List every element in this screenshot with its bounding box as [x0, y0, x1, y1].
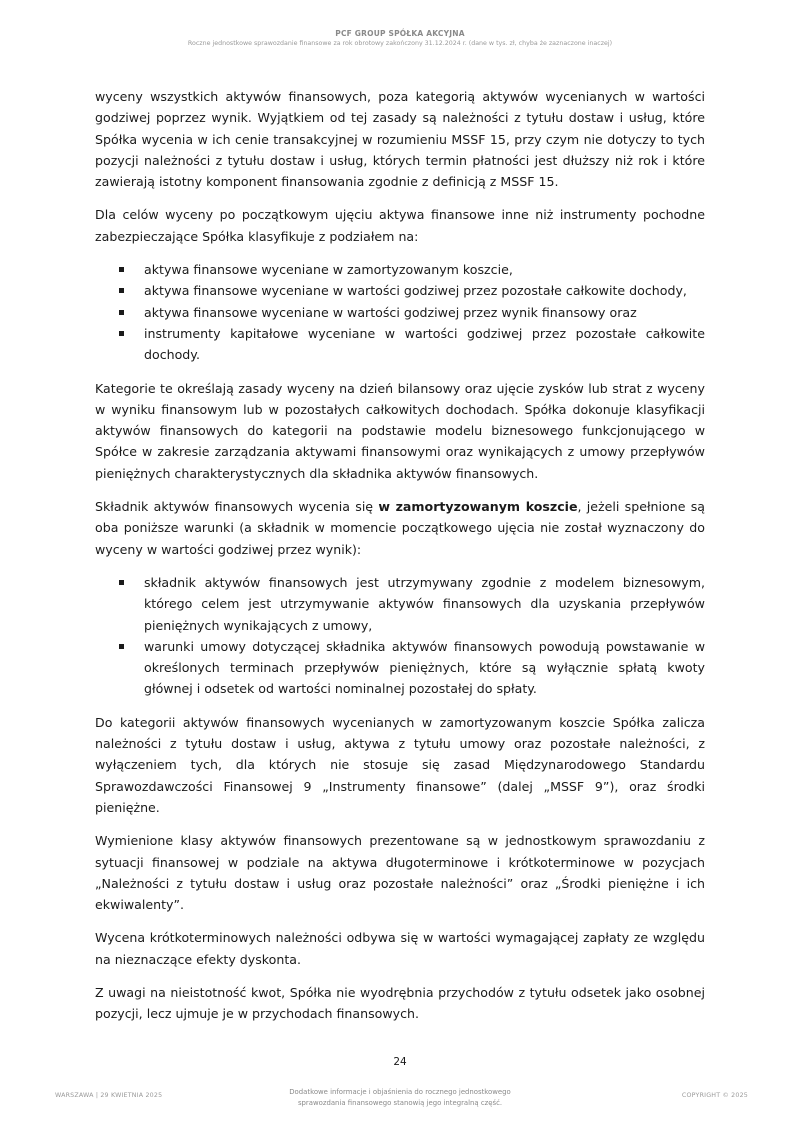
bullet-icon	[119, 331, 124, 336]
paragraph-1: wyceny wszystkich aktywów finansowych, poza kategorią aktywów wycenianych w wartości godziwej poprzez wynik. Wyjątkiem od tej zasady są należności z tytułu dostaw i usług, które Spółka wycenia w ich cenie transakcyjnej w rozumieniu MSSF 15, przy czym nie dotyczy to tych pozycji należności z tytułu dostaw i usług, których termin płatności jest dłuższy niż rok i które zawierają istotny komponent finansowania zgodnie z definicją z MSSF 15.	[95, 89, 705, 190]
list-item	[95, 280, 705, 301]
list-item-text: instrumenty kapitałowe wyceniane w wartości godziwej przez pozostałe całkowite dochody.	[144, 325, 705, 363]
footer-note	[250, 1087, 550, 1108]
bullet-icon	[119, 644, 124, 649]
header-report-subtitle: Roczne jednostkowe sprawozdanie finansowe za rok obrotowy zakończony 31.12.2024 r. (dane w tys. zł, chyba że zaznaczone inaczej)	[187, 40, 613, 47]
paragraph-4-rest: , jeżeli spełnione są oba poniższe warunki (a składnik w momencie początkowego ujęcia nie został wyznaczony do wyceny w wartości godziwej przez wynik):	[95, 499, 706, 557]
list-item	[95, 572, 705, 636]
amortized-cost-emphasis: w zamortyzowanym koszcie	[378, 499, 578, 515]
list-item	[95, 259, 705, 280]
list-item	[95, 636, 705, 700]
footer-note-line-2: sprawozdania finansowego stanowią jego integralną część.	[297, 1098, 503, 1107]
footer-copyright: COPYRIGHT © 2025	[681, 1092, 748, 1099]
footer-note-line-1: Dodatkowe informacje i objaśnienia do rocznego jednostkowego	[289, 1088, 511, 1096]
paragraph-5: Do kategorii aktywów finansowych wycenianych w zamortyzowanym koszcie Spółka zalicza należności z tytułu dostaw i usług, aktywa z tytułu umowy oraz pozostałe należności, z wyłączeniem tych, dla których nie stosuje się zasad Międzynarodowego Standardu Sprawozdawczości Finansowej 9 „Instrumenty finansowe” (dalej „MSSF 9”), oraz środki pieniężne.	[95, 714, 705, 815]
list-item-text: aktywa finansowe wyceniane w zamortyzowanym koszcie,	[144, 262, 513, 278]
list-item-text: składnik aktywów finansowych jest utrzymywany zgodnie z modelem biznesowym, którego celem jest utrzymywanie aktywów finansowych dla uzyskania przepływów pieniężnych wynikających z umowy,	[144, 574, 705, 633]
bullet-icon	[119, 267, 124, 272]
page-number: 24	[393, 1056, 407, 1068]
paragraph-7: Wycena krótkoterminowych należności odbywa się w wartości wymagającej zapłaty ze względu na nieznaczące efekty dyskonta.	[95, 930, 705, 967]
list-item-text: aktywa finansowe wyceniane w wartości godziwej przez wynik finansowy oraz	[144, 304, 637, 320]
header-company-name: PCF GROUP SPÓŁKA AKCYJNA	[335, 29, 465, 38]
document-body	[95, 86, 705, 1037]
list-item	[95, 323, 705, 366]
paragraph-2: Dla celów wyceny po początkowym ujęciu aktywa finansowe inne niż instrumenty pochodne zabezpieczające Spółka klasyfikuje z podziałem na:	[95, 207, 705, 244]
paragraph-3: Kategorie te określają zasady wyceny na dzień bilansowy oraz ujęcie zysków lub strat z wyceny w wyniku finansowym lub w pozostałych całkowitych dochodach. Spółka dokonuje klasyfikacji aktywów finansowych do kategorii na podstawie modelu biznesowego funkcjonującego w Spółce w zakresie zarządzania aktywami finansowymi oraz wynikających z umowy przepływów pieniężnych charakterystycznych dla składnika aktywów finansowych.	[95, 380, 705, 481]
conditions-list	[95, 572, 705, 700]
bullet-icon	[119, 288, 124, 293]
paragraph-4	[95, 496, 705, 560]
paragraph-6: Wymienione klasy aktywów finansowych prezentowane są w jednostkowym sprawozdaniu z sytuacji finansowej w podziale na aktywa długoterminowe i krótkoterminowe w pozycjach „Należności z tytułu dostaw i usług oraz pozostałe należności” oraz „Środki pieniężne i ich ekwiwalenty”.	[95, 833, 705, 913]
list-item-text: warunki umowy dotyczącej składnika aktywów finansowych powodują powstawanie w określonych terminach przepływów pieniężnych, które są wyłącznie spłatą kwoty głównej i odsetek od wartości nominalnej pozostałej do spłaty.	[144, 638, 705, 697]
list-item	[95, 302, 705, 323]
classification-list	[95, 259, 705, 365]
footer-place-date: WARSZAWA | 29 KWIETNIA 2025	[55, 1092, 163, 1099]
bullet-icon	[119, 310, 124, 315]
paragraph-8: Z uwagi na nieistotność kwot, Spółka nie wyodrębnia przychodów z tytułu odsetek jako osobnej pozycji, lecz ujmuje je w przychodach finansowych.	[95, 984, 705, 1022]
bullet-icon	[119, 580, 124, 585]
paragraph-4-lead: Składnik aktywów finansowych wycenia się	[95, 499, 379, 515]
list-item-text: aktywa finansowe wyceniane w wartości godziwej przez pozostałe całkowite dochody,	[144, 283, 687, 299]
